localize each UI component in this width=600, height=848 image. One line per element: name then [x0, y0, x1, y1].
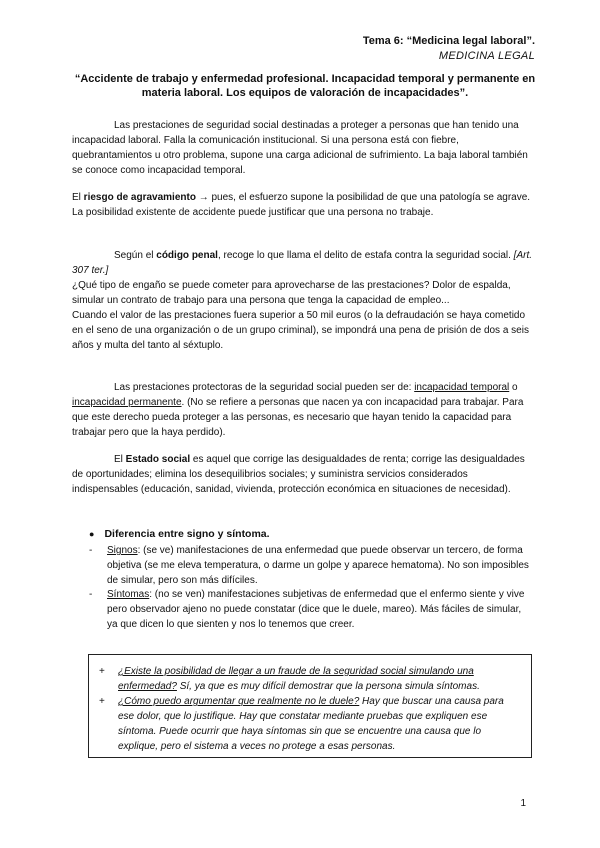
question-item: [99, 664, 514, 694]
text-run: , recoge lo que llama el delito de estafa contra la seguridad social.: [217, 250, 514, 261]
text-run: . (No se refiere a personas que nacen ya con incapacidad para trabajar. Para que este derecho pueda proteger a las personas, es necesario que hayan tenido la capacidad para trabajar pero que la haya perdido).: [72, 397, 524, 438]
dash-marker: -: [89, 545, 93, 556]
bold-term: Estado social: [125, 454, 191, 465]
question-item: [99, 694, 514, 754]
paragraph-pena: Cuando el valor de las prestaciones fuera superior a 50 mil euros (o la defraudación se haya cometido en el seno de una organización o de un grupo criminal), se impondrá una pena de prisión de dos a seis años y multa del tanto al séxtuplo.: [72, 310, 529, 351]
text-run: El: [72, 192, 84, 203]
bold-term: riesgo de agravamiento: [83, 192, 196, 203]
header-subtitle: MEDICINA LEGAL: [438, 50, 535, 62]
text-run: Las prestaciones protectoras de la seguridad social pueden ser de:: [114, 382, 415, 393]
page-number: 1: [520, 798, 526, 809]
questions-box: [88, 654, 532, 758]
text-run: → pues, el esfuerzo supone la posibilidad de que una patología se agrave. La posibilidad existente de accidente puede justificar que una persona no trabaje.: [72, 192, 531, 218]
question-text: ¿Existe la posibilidad de llegar a un fraude de la seguridad social simulando una enfermedad?: [118, 666, 474, 692]
plus-marker: +: [99, 696, 105, 707]
answer-text: Sí, ya que es muy difícil demostrar que la persona simula síntomas.: [176, 681, 480, 692]
answer-text: Hay que buscar una causa para ese dolor, que lo justifique. Hay que constatar mediante pruebas que expliquen ese síntoma. Puede ocurrir que haya síntomas sin que se encuentre una causa que lo explique, pero el sistema a veces no protege a esas personas.: [118, 696, 504, 752]
header-title: Tema 6: “Medicina legal laboral”.: [362, 35, 535, 47]
main-title: “Accidente de trabajo y enfermedad profesional. Incapacidad temporal y permanente en materia laboral. Los equipos de valoración de incapacidades”.: [74, 73, 536, 99]
definition-term: Síntomas: [107, 589, 150, 600]
definition-text: : (no se ven) manifestaciones subjetivas de enfermedad que el enfermo siente y vive pero observador ajeno no puede constatar (dice que le duele, mareo). Más fáciles de simular, ya que dicen lo que sienten y nos lo tenemos que creer.: [107, 589, 525, 630]
underlined-term: incapacidad permanente: [72, 397, 182, 408]
paragraph-codigo-penal: [72, 248, 534, 353]
text-run: El: [114, 454, 126, 465]
dash-marker: -: [89, 589, 93, 600]
text-run: o: [509, 382, 518, 393]
bold-term: código penal: [156, 250, 218, 261]
text-run: Según el: [114, 250, 157, 261]
definition-term: Signos: [107, 545, 138, 556]
paragraph-text: Las prestaciones de seguridad social destinadas a proteger a personas que han tenido una incapacidad laboral. Falla la comunicación institucional. Si una persona está con fiebre, quebrantamientos u otro problema, supone una carga adicional de sufrimiento. La baja laboral también se conoce como incapacidad temporal.: [72, 120, 528, 176]
plus-marker: +: [99, 666, 105, 677]
paragraph-engano: ¿Qué tipo de engaño se puede cometer para aprovecharse de las prestaciones? Dolor de espalda, simular un contrato de trabajo para una persona que tenga la capacidad de empleo...: [72, 280, 511, 306]
paragraph-incapacidad: [72, 380, 534, 440]
bullet-heading: [89, 527, 270, 542]
question-text: ¿Cómo puedo argumentar que realmente no le duele?: [118, 696, 360, 707]
paragraph-estado-social: [72, 452, 534, 497]
underlined-term: incapacidad temporal: [414, 382, 510, 393]
paragraph-prestaciones: [72, 118, 534, 178]
article-reference: [Art. 307 ter.]: [72, 250, 533, 276]
definition-signos: [89, 543, 534, 588]
bullet-label: Diferencia entre signo y síntoma.: [104, 528, 270, 540]
paragraph-riesgo: [72, 190, 534, 220]
text-run: es aquel que corrige las desigualdades de renta; corrige las desigualdades de oportunidades; elimina los desequilibrios sociales; y suministra servicios considerados indispensables (educación, sanidad, vivienda, protección económica en situaciones de necesidad).: [72, 454, 525, 495]
definition-text: : (se ve) manifestaciones de una enfermedad que puede observar un tercero, de forma objetiva (se me eleva temperatura, o darme un golpe y aparece hematoma). No son imposibles de simular, pero son más difíciles.: [107, 545, 529, 586]
definition-sintomas: [89, 587, 534, 632]
bullet-icon: ●: [89, 529, 95, 539]
